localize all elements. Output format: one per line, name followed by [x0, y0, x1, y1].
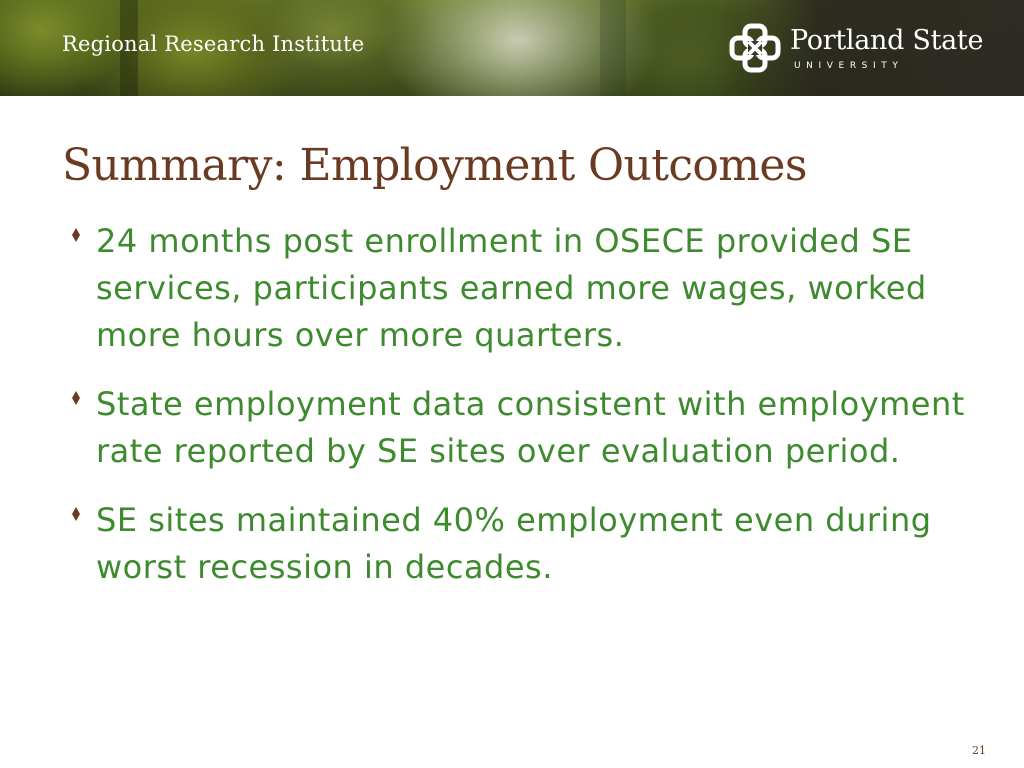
- university-subtitle: UNIVERSITY: [794, 61, 904, 71]
- bullet-text: 24 months post enrollment in OSECE provided SE services, participants earned more wages, worked more hours over more quarters.: [96, 222, 927, 354]
- bullet-item: [72, 381, 1002, 475]
- bullet-text: SE sites maintained 40% employment even during worst recession in decades.: [96, 501, 932, 586]
- psu-knot-logo-icon: [728, 22, 782, 74]
- bullet-text: State employment data consistent with employment rate reported by SE sites over evaluation period.: [96, 385, 965, 470]
- bullet-list: [72, 218, 1002, 613]
- banner-texture: [600, 0, 626, 96]
- institute-name: Regional Research Institute: [62, 32, 365, 56]
- diamond-bullet-icon: [72, 507, 80, 521]
- diamond-bullet-icon: [72, 228, 80, 242]
- bullet-item: [72, 497, 1002, 591]
- bullet-item: [72, 218, 1002, 359]
- slide-number: 21: [972, 744, 986, 757]
- header-banner: [0, 0, 1024, 96]
- slide-title: Summary: Employment Outcomes: [62, 140, 807, 191]
- university-name: Portland State: [790, 25, 984, 56]
- diamond-bullet-icon: [72, 391, 80, 405]
